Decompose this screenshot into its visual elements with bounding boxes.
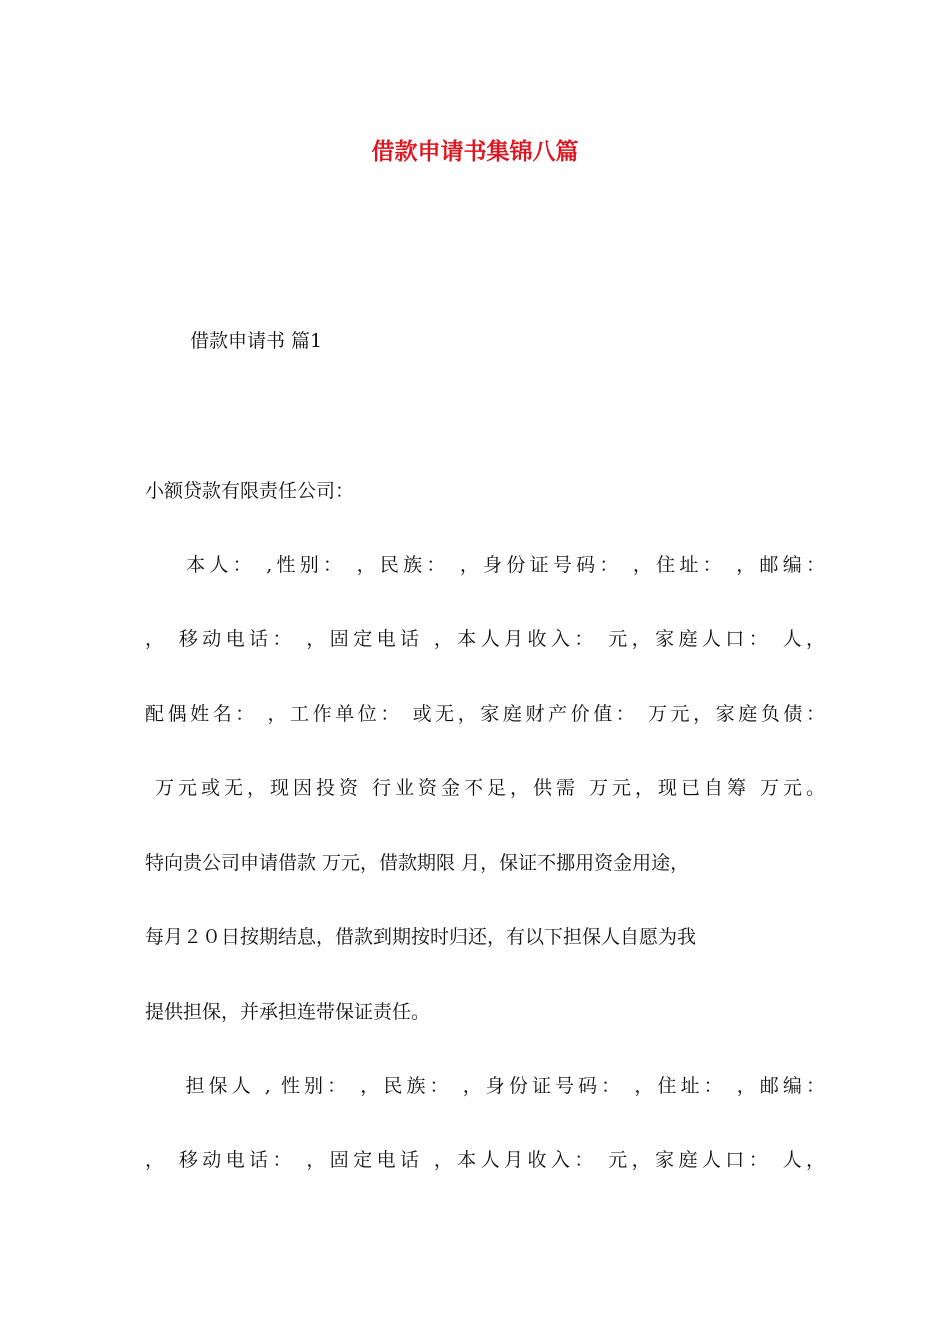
body-line: 特向贵公司申请借款 万元，借款期限 月，保证不挪用资金用途，: [145, 852, 690, 874]
body-line: 每月２０日按期结息，借款到期按时归还，有以下担保人自愿为我: [145, 926, 697, 948]
body-line: 万元或无，现因投资 行业资金不足，供需 万元，现已自筹 万元。: [145, 777, 825, 799]
body-line: 提供担保，并承担连带保证责任。: [145, 1001, 431, 1023]
body-line: ， 移动电话： ，固定电话 ，本人月收入： 元，家庭人口： 人，: [145, 628, 825, 650]
salutation-line: 小额贷款有限责任公司：: [145, 480, 355, 502]
section-heading: 借款申请书 篇1: [190, 330, 323, 352]
guarantor-line: 担保人 , 性别： ，民族： ，身份证号码： ，住址： ，邮编：: [145, 1075, 825, 1097]
guarantor-line: ， 移动电话： ，固定电话 ，本人月收入： 元，家庭人口： 人，: [145, 1149, 825, 1171]
document-title: 借款申请书集锦八篇: [371, 139, 579, 165]
body-line: 本人： ,性别： ，民族： ，身份证号码： ，住址： ，邮编：: [145, 554, 825, 576]
body-line: 配偶姓名： ，工作单位： 或无，家庭财产价值： 万元，家庭负债：: [145, 703, 825, 725]
